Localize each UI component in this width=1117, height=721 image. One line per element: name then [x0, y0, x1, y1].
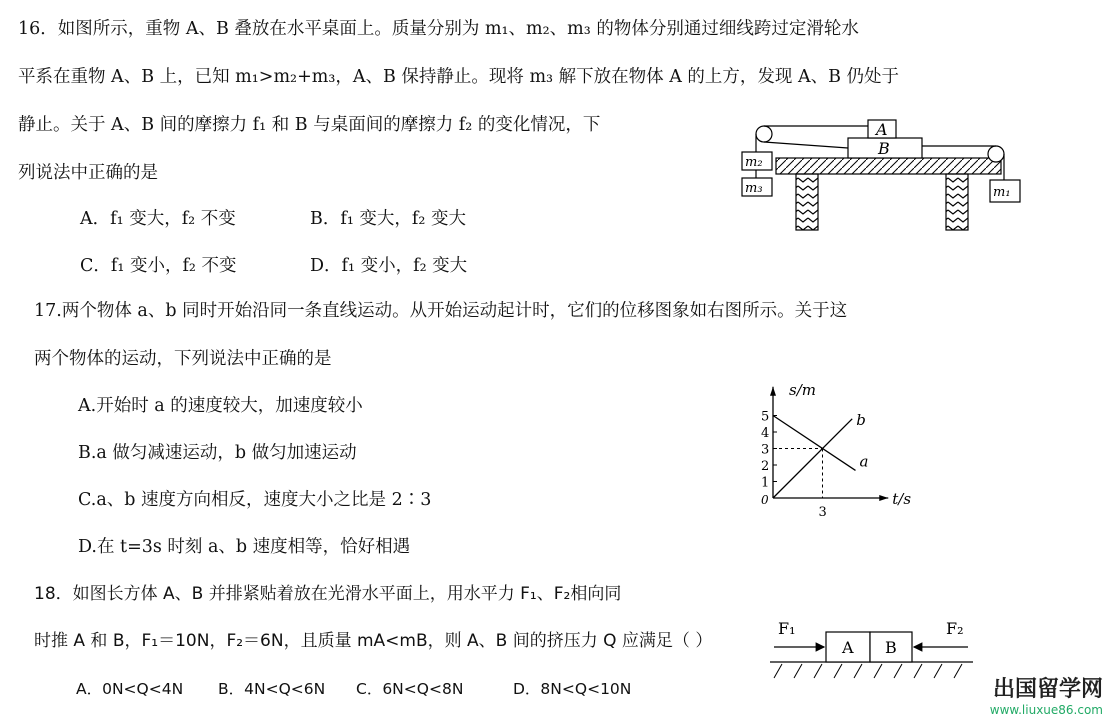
block-a-label: A [876, 120, 888, 139]
q16-line-1: 16．如图所示，重物 A、B 叠放在水平桌面上。质量分别为 m₁、m₂、m₃ 的物体分别通过细线跨过定滑轮水 [18, 19, 859, 39]
q18-option-d: D．8N<Q<10N [513, 680, 632, 698]
y-tick-label-1: 1 [761, 475, 770, 491]
force-f2-label: F₂ [946, 619, 964, 638]
y-tick-label-2: 2 [761, 459, 770, 474]
q16-pulley-figure [738, 112, 1028, 234]
q18-option-b: B．4N<Q<6N [218, 680, 326, 698]
right-pulley [988, 146, 1004, 162]
q16-option-c: C．f₁ 变小，f₂ 不变 [80, 256, 237, 276]
force-f1-label: F₁ [778, 619, 796, 638]
q16-line-3: 静止。关于 A、B 间的摩擦力 f₁ 和 B 与桌面间的摩擦力 f₂ 的变化情况，下 [18, 115, 601, 135]
block-b-label: B [878, 139, 890, 158]
series-label-a: a [859, 452, 869, 471]
y-tick-label-3: 3 [761, 442, 770, 458]
x-tick-label-3: 3 [818, 505, 827, 520]
q18-blocks-figure [768, 610, 978, 690]
displacement-time-chart [745, 350, 955, 525]
q16-line-4: 列说法中正确的是 [18, 163, 158, 183]
series-line-a [773, 416, 856, 471]
q18-line-2: 时推 A 和 B，F₁＝10N，F₂＝6N，且质量 mA<mB，则 A、B 间的挤压力 Q 应满足（ ） [34, 631, 713, 651]
x-axis-arrow [879, 495, 888, 501]
q17-option-b: B.a 做匀减速运动，b 做匀加速运动 [78, 443, 357, 463]
origin-label: 0 [761, 493, 769, 507]
watermark-url: www.liuxue86.com [989, 703, 1103, 717]
table-leg-left [796, 174, 818, 230]
q16-option-b: B．f₁ 变大，f₂ 变大 [310, 209, 466, 229]
series-line-b [773, 419, 852, 498]
left-pulley [756, 126, 772, 142]
q16-option-a: A．f₁ 变大，f₂ 不变 [80, 209, 236, 229]
q16-line-2: 平系在重物 A、B 上，已知 m₁>m₂+m₃，A、B 保持静止。现将 m₃ 解下放在物体 A 的上方，发现 A、B 仍处于 [18, 67, 900, 87]
q18-option-c: C．6N<Q<8N [356, 680, 464, 698]
q17-option-a: A.开始时 a 的速度较大，加速度较小 [78, 396, 363, 416]
q16-option-d: D．f₁ 变小，f₂ 变大 [310, 256, 468, 276]
q17-option-c: C.a、b 速度方向相反，速度大小之比是 2∶3 [78, 490, 432, 510]
block-b-label: B [885, 638, 897, 657]
y-tick-label-5: 5 [761, 409, 770, 425]
q18-option-a: A．0N<Q<4N [76, 680, 184, 698]
table-top [776, 158, 1001, 174]
table-leg-right [946, 174, 968, 230]
q17-option-d: D.在 t=3s 时刻 a、b 速度相等，恰好相遇 [78, 537, 411, 557]
y-tick-label-4: 4 [761, 426, 770, 441]
watermark-title: 出国留学网 [992, 677, 1103, 702]
y-axis-arrow [770, 387, 776, 396]
mass-m3-label: m₃ [745, 181, 763, 196]
q18-line-1: 18．如图长方体 A、B 并排紧贴着放在光滑水平面上，用水平力 F₁、F₂相向同 [34, 584, 622, 604]
y-axis-label: s/m [789, 380, 816, 399]
q17-line-2: 两个物体的运动，下列说法中正确的是 [34, 349, 332, 369]
watermark [990, 677, 1103, 717]
x-axis-label: t/s [892, 490, 912, 508]
mass-m1-label: m₁ [993, 185, 1011, 200]
block-a-label: A [842, 638, 854, 657]
series-label-b: b [856, 410, 866, 429]
mass-m2-label: m₂ [745, 155, 763, 170]
string-to-b [764, 142, 848, 148]
q17-line-1: 17.两个物体 a、b 同时开始沿同一条直线运动。从开始运动起计时，它们的位移图象如右图所示。关于这 [34, 301, 848, 321]
